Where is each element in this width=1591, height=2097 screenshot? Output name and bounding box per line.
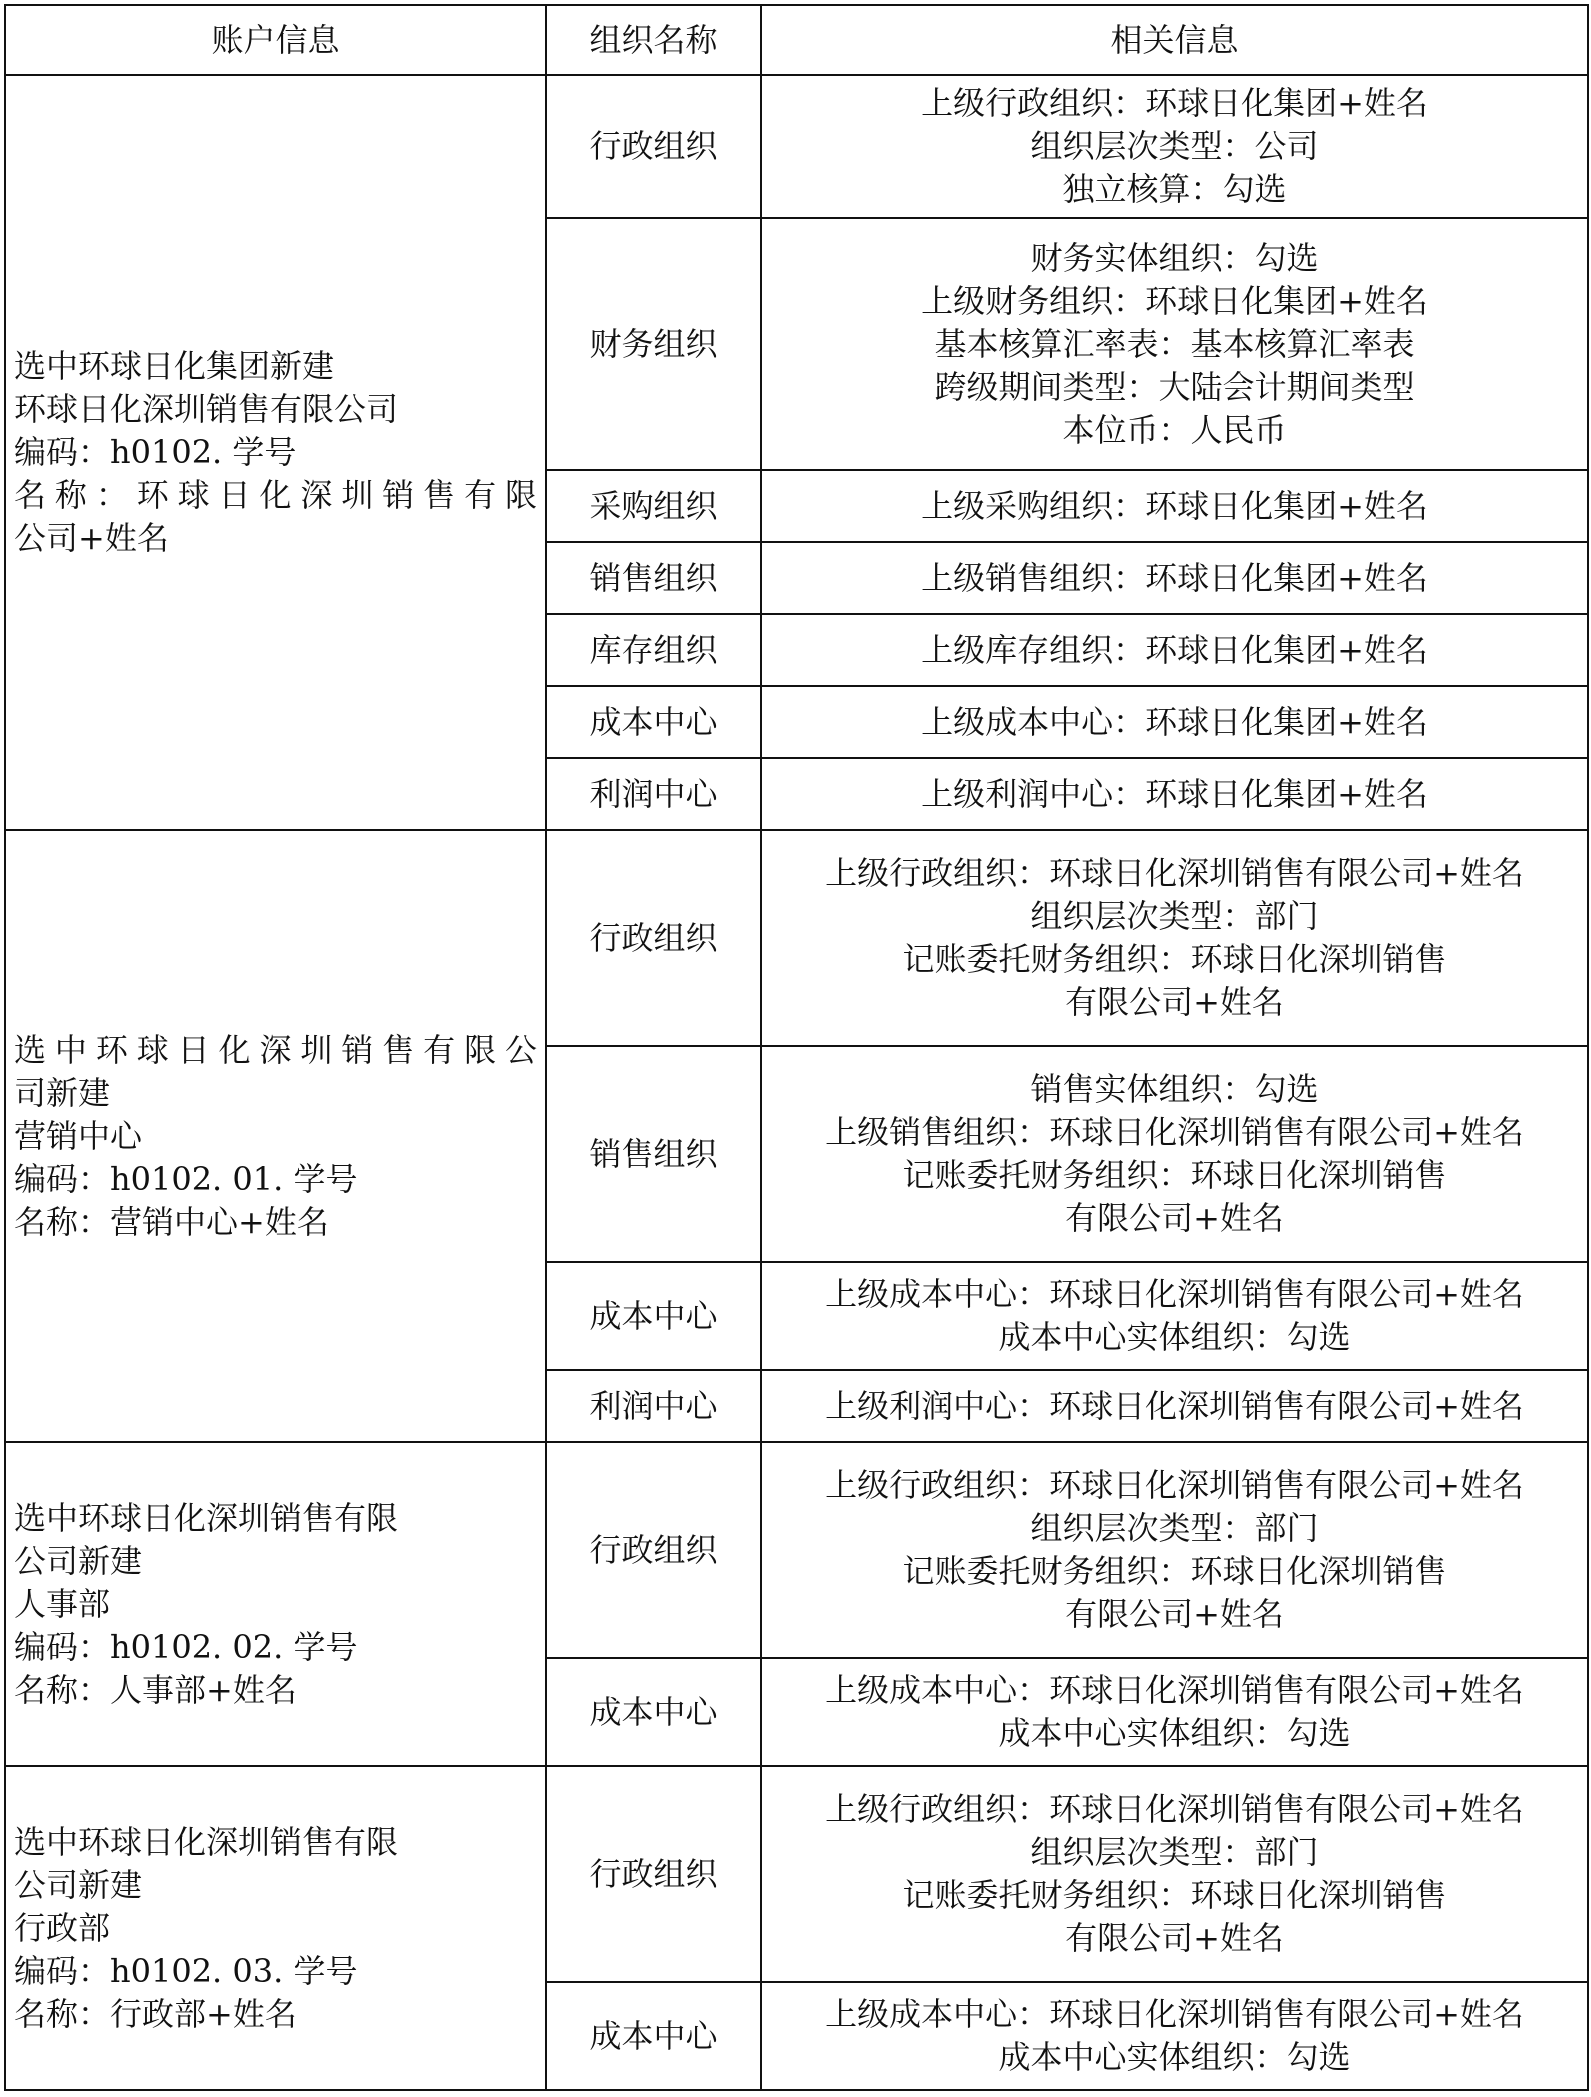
- related-info-line: 组织层次类型：部门: [1030, 1509, 1319, 1547]
- account-info-line: 选中环球日化深圳销售有限: [14, 1498, 399, 1537]
- header-row: [5, 5, 1588, 75]
- related-info-line: 上级行政组织：环球日化深圳销售有限公司+姓名: [825, 854, 1524, 892]
- org-name-cell: 采购组织: [546, 470, 761, 542]
- related-info-line: 记账委托财务组织：环球日化深圳销售: [902, 1552, 1447, 1590]
- org-name-cell: 库存组织: [546, 614, 761, 686]
- account-info-line: 人事部: [14, 1584, 111, 1623]
- related-info-line: 组织层次类型：公司: [1030, 127, 1319, 165]
- related-info-line: 上级成本中心：环球日化深圳销售有限公司+姓名: [825, 1995, 1524, 2033]
- account-info-line: 名称：环球日化深圳销售有限: [14, 476, 537, 514]
- org-name-cell: 利润中心: [546, 758, 761, 830]
- related-info-cell: [761, 1262, 1588, 1370]
- account-info-line: 编码：h0102. 03. 学号: [14, 1951, 358, 1990]
- account-info-line: 环球日化深圳销售有限公司: [14, 390, 399, 428]
- header-account-info: 账户信息: [5, 5, 546, 75]
- account-info-line: 选中环球日化深圳销售有限: [14, 1822, 399, 1861]
- org-name-cell: 行政组织: [546, 1442, 761, 1658]
- related-info-line: 记账委托财务组织：环球日化深圳销售: [902, 1876, 1447, 1914]
- related-info-line: 成本中心实体组织：勾选: [998, 2038, 1351, 2076]
- related-info-line: 上级成本中心：环球日化深圳销售有限公司+姓名: [825, 1275, 1524, 1313]
- related-info-line: 销售实体组织：勾选: [1030, 1070, 1319, 1108]
- related-info-cell: [761, 1046, 1588, 1262]
- org-name-cell: 行政组织: [546, 75, 761, 218]
- related-info-line: 上级行政组织：环球日化深圳销售有限公司+姓名: [825, 1466, 1524, 1504]
- related-info-line: 跨级期间类型：大陆会计期间类型: [934, 367, 1415, 406]
- org-name-cell: 成本中心: [546, 1982, 761, 2090]
- related-info-cell: [761, 1766, 1588, 1982]
- related-info-line: 组织层次类型：部门: [1030, 897, 1319, 935]
- account-info-line: 选中环球日化深圳销售有限公: [14, 1030, 537, 1069]
- account-info-cell: [5, 75, 546, 830]
- related-info-cell: [761, 686, 1588, 758]
- related-info-cell: [761, 470, 1588, 542]
- related-info-cell: [761, 758, 1588, 830]
- account-info-line: 名称：人事部+姓名: [14, 1670, 297, 1709]
- related-info-cell: [761, 218, 1588, 470]
- related-info-line: 上级销售组织：环球日化集团+姓名: [921, 558, 1428, 597]
- org-name-cell: 成本中心: [546, 1262, 761, 1370]
- related-info-line: 上级行政组织：环球日化深圳销售有限公司+姓名: [825, 1790, 1524, 1828]
- account-info-line: 编码：h0102. 02. 学号: [14, 1627, 358, 1666]
- related-info-line: 上级销售组织：环球日化深圳销售有限公司+姓名: [825, 1113, 1524, 1151]
- account-info-line: 编码：h0102. 01. 学号: [14, 1159, 358, 1198]
- account-info-line: 行政部: [14, 1908, 111, 1947]
- table-row: [5, 75, 1588, 218]
- org-name-cell: 成本中心: [546, 1658, 761, 1766]
- org-name-cell: 销售组织: [546, 1046, 761, 1262]
- related-info-line: 上级利润中心：环球日化集团+姓名: [921, 774, 1428, 813]
- account-info-line: 公司新建: [14, 1541, 143, 1580]
- account-info-cell: [5, 830, 546, 1442]
- table-body: [5, 75, 1588, 2090]
- related-info-line: 有限公司+姓名: [1065, 1919, 1284, 1957]
- related-info-cell: [761, 614, 1588, 686]
- related-info-line: 基本核算汇率表：基本核算汇率表: [934, 324, 1415, 363]
- account-info-line: 公司新建: [14, 1865, 143, 1904]
- account-info-line: 营销中心: [14, 1116, 143, 1155]
- related-info-cell: [761, 542, 1588, 614]
- related-info-cell: [761, 75, 1588, 218]
- account-info-line: 选中环球日化集团新建: [14, 347, 335, 385]
- related-info-cell: [761, 1982, 1588, 2090]
- related-info-line: 有限公司+姓名: [1065, 1595, 1284, 1633]
- related-info-line: 记账委托财务组织：环球日化深圳销售: [902, 940, 1447, 978]
- related-info-line: 上级成本中心：环球日化集团+姓名: [921, 702, 1428, 741]
- header-org-name: 组织名称: [546, 5, 761, 75]
- table-row: [5, 1766, 1588, 1982]
- related-info-line: 成本中心实体组织：勾选: [998, 1318, 1351, 1356]
- account-info-line: 编码：h0102. 学号: [14, 433, 297, 471]
- account-info-cell: [5, 1442, 546, 1766]
- account-info-line: 公司+姓名: [14, 519, 169, 557]
- org-name-cell: 财务组织: [546, 218, 761, 470]
- related-info-line: 上级财务组织：环球日化集团+姓名: [921, 281, 1428, 320]
- related-info-cell: [761, 1658, 1588, 1766]
- related-info-line: 上级采购组织：环球日化集团+姓名: [921, 486, 1428, 525]
- table-row: [5, 1442, 1588, 1658]
- related-info-line: 记账委托财务组织：环球日化深圳销售: [902, 1156, 1447, 1194]
- org-name-cell: 行政组织: [546, 830, 761, 1046]
- related-info-line: 上级行政组织：环球日化集团+姓名: [921, 84, 1428, 122]
- related-info-line: 有限公司+姓名: [1065, 983, 1284, 1021]
- related-info-line: 上级成本中心：环球日化深圳销售有限公司+姓名: [825, 1671, 1524, 1709]
- related-info-line: 成本中心实体组织：勾选: [998, 1714, 1351, 1752]
- org-name-cell: 利润中心: [546, 1370, 761, 1442]
- related-info-line: 独立核算：勾选: [1062, 170, 1287, 208]
- header-related-info: 相关信息: [761, 5, 1588, 75]
- related-info-line: 财务实体组织：勾选: [1030, 238, 1319, 277]
- related-info-line: 本位币：人民币: [1062, 410, 1287, 449]
- related-info-line: 上级利润中心：环球日化深圳销售有限公司+姓名: [825, 1386, 1524, 1425]
- org-name-cell: 行政组织: [546, 1766, 761, 1982]
- organization-table: [4, 4, 1589, 2091]
- account-info-cell: [5, 1766, 546, 2090]
- account-info-line: 名称：行政部+姓名: [14, 1994, 297, 2033]
- table-row: [5, 830, 1588, 1046]
- related-info-cell: [761, 1442, 1588, 1658]
- related-info-line: 组织层次类型：部门: [1030, 1833, 1319, 1871]
- related-info-cell: [761, 1370, 1588, 1442]
- account-info-line: 名称：营销中心+姓名: [14, 1202, 329, 1241]
- related-info-line: 有限公司+姓名: [1065, 1199, 1284, 1237]
- related-info-line: 上级库存组织：环球日化集团+姓名: [921, 630, 1428, 669]
- related-info-cell: [761, 830, 1588, 1046]
- account-info-line: 司新建: [14, 1073, 111, 1112]
- org-name-cell: 销售组织: [546, 542, 761, 614]
- org-name-cell: 成本中心: [546, 686, 761, 758]
